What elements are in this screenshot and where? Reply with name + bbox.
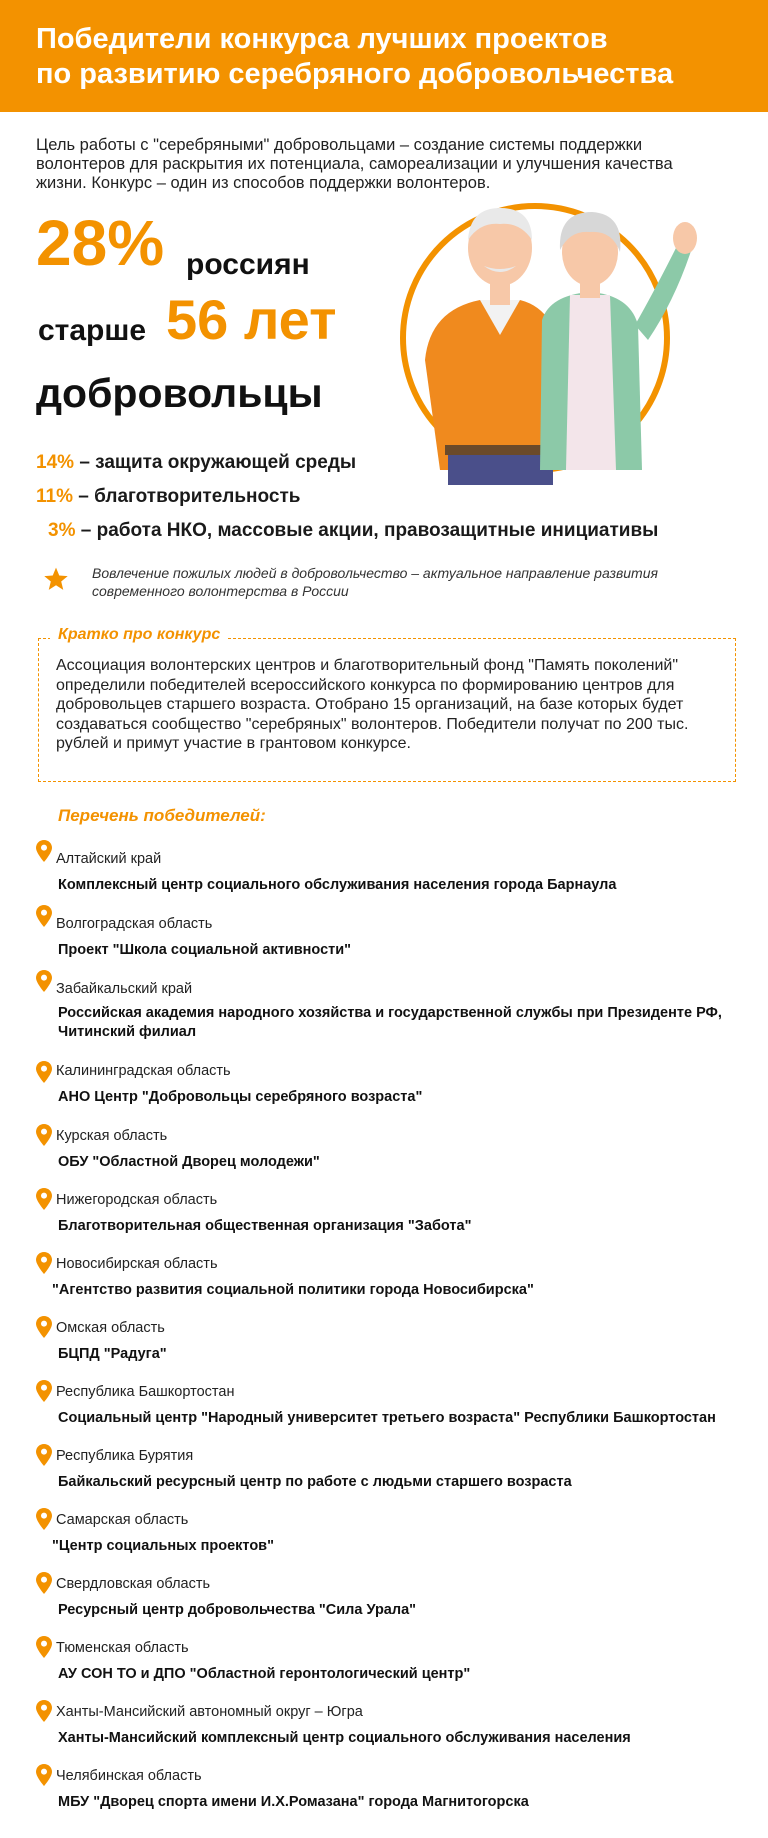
winner-region: Забайкальский край: [56, 981, 193, 997]
location-pin-icon: [36, 970, 52, 992]
page-title-line1: Победители конкурса лучших проектов: [36, 23, 608, 55]
winner-region: Челябинская область: [56, 1768, 202, 1784]
winner-org-line2: Читинский филиал: [58, 1024, 197, 1040]
winner-region: Самарская область: [56, 1512, 189, 1528]
winner-org: "Агентство развития социальной политики города Новосибирска": [52, 1282, 534, 1298]
winners-title: Перечень победителей:: [58, 806, 266, 825]
winner-org: "Центр социальных проектов": [52, 1538, 274, 1554]
location-pin-icon: [36, 1380, 52, 1402]
location-pin-icon: [36, 1508, 52, 1530]
page-title-line2: по развитию серебряного добровольчества: [36, 58, 674, 90]
winner-org: БЦПД "Радуга": [58, 1346, 167, 1362]
header-banner: [0, 0, 768, 112]
winner-org: Российская академия народного хозяйства и государственной службы при Президенте РФ,: [58, 1005, 722, 1021]
location-pin-icon: [36, 1572, 52, 1594]
winner-org: Байкальский ресурсный центр по работе с людьми старшего возраста: [58, 1474, 572, 1490]
headline-age: 56 лет: [166, 288, 337, 351]
winner-org: АУ СОН ТО и ДПО "Областной геронтологический центр": [58, 1666, 471, 1682]
location-pin-icon: [36, 1444, 52, 1466]
winner-org: МБУ "Дворец спорта имени И.Х.Ромазана" города Магнитогорска: [58, 1794, 529, 1810]
stat-environment: 14% – защита окружающей среды: [36, 452, 357, 473]
headline-russians: россиян: [186, 248, 310, 281]
winner-region: Республика Бурятия: [56, 1448, 194, 1464]
location-pin-icon: [36, 1764, 52, 1786]
winner-region: Волгоградская область: [56, 916, 213, 932]
location-pin-icon: [36, 1124, 52, 1146]
winner-region: Республика Башкортостан: [56, 1384, 235, 1400]
location-pin-icon: [36, 1316, 52, 1338]
location-pin-icon: [36, 1188, 52, 1210]
winner-region: Тюменская область: [56, 1640, 189, 1656]
winner-org: ОБУ "Областной Дворец молодежи": [58, 1154, 320, 1170]
stat-nko: 3% – работа НКО, массовые акции, правозащитные инициативы: [48, 520, 659, 541]
winner-org: Комплексный центр социального обслуживания населения города Барнаула: [58, 877, 617, 893]
winner-org: Проект "Школа социальной активности": [58, 942, 352, 958]
elderly-couple-illustration: [380, 200, 740, 500]
star-note: Вовлечение пожилых людей в добровольчество – актуальное направление развития современного волонтерства в России: [92, 565, 658, 599]
winner-region: Свердловская область: [56, 1576, 211, 1592]
location-pin-icon: [36, 1252, 52, 1274]
winner-region: Калининградская область: [56, 1063, 231, 1079]
about-title: Кратко про конкурс: [50, 626, 228, 644]
winner-region: Омская область: [56, 1320, 165, 1336]
location-pin-icon: [36, 1636, 52, 1658]
headline-volunteers: добровольцы: [36, 370, 323, 416]
about-text: Ассоциация волонтерских центров и благотворительный фонд "Память поколений" определили победителей всероссийского конкурса по формированию центров для добровольцев старшего возраста. Отобрано 15 организаций, на базе которых будет создаваться сообщество "серебряных" волонтеров. Победители получат по 200 тыс. рублей и примут участие в грантовом конкурсе.: [56, 657, 689, 752]
winner-org: Ресурсный центр добровольчества "Сила Урала": [58, 1602, 417, 1618]
winner-org: Благотворительная общественная организация "Забота": [58, 1218, 472, 1234]
winner-org: Ханты-Мансийский комплексный центр социального обслуживания населения: [58, 1730, 631, 1746]
star-icon: [42, 566, 70, 592]
headline-percent: 28%: [36, 207, 165, 279]
stat-charity: 11% – благотворительность: [36, 486, 301, 507]
winner-region: Новосибирская область: [56, 1256, 218, 1272]
location-pin-icon: [36, 1061, 52, 1083]
winner-region: Алтайский край: [56, 851, 162, 867]
winner-region: Курская область: [56, 1128, 168, 1144]
location-pin-icon: [36, 840, 52, 862]
intro-text: Цель работы с "серебряными" добровольцами – создание системы поддержки волонтеров для раскрытия их потенциала, самореализации и улучшения качества жизни. Конкурс – один из способов поддержки волонтеров.: [36, 136, 673, 192]
winner-region: Нижегородская область: [56, 1192, 218, 1208]
winner-org: АНО Центр "Добровольцы серебряного возраста": [58, 1089, 423, 1105]
location-pin-icon: [36, 905, 52, 927]
winner-region: Ханты-Мансийский автономный округ – Югра: [56, 1704, 363, 1720]
headline-older: старше: [38, 314, 147, 347]
location-pin-icon: [36, 1700, 52, 1722]
winner-org: Социальный центр "Народный университет третьего возраста" Республики Башкортостан: [58, 1410, 716, 1426]
